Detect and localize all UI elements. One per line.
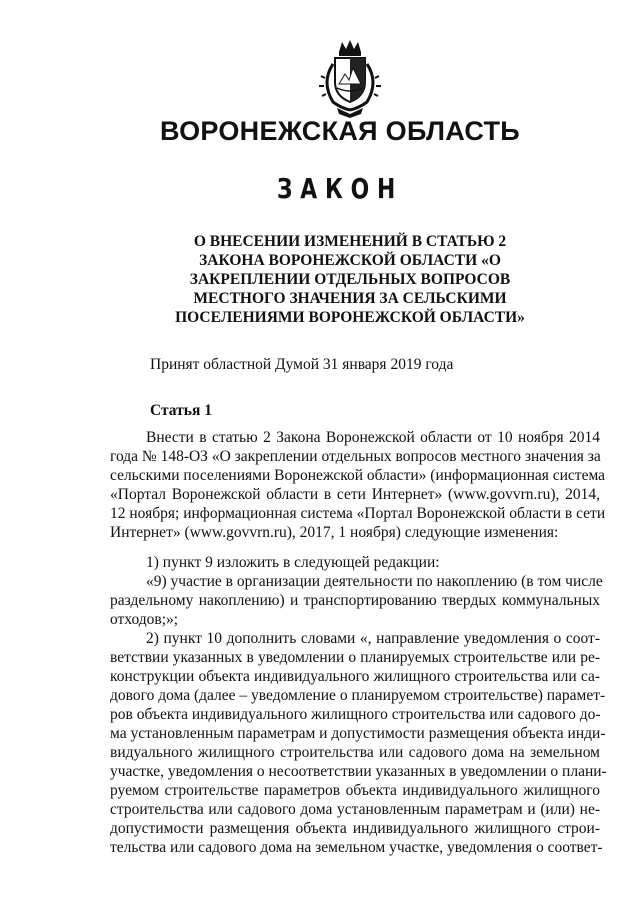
- text-line: Интернет» (www.govvrn.ru), 2017, 1 ноября) следующие изменения:: [110, 524, 559, 541]
- text-line: 2) пункт 10 дополнить словами «, направление уведомления о соот-: [146, 630, 600, 647]
- document-type-heading: ЗАКОН: [276, 172, 404, 205]
- article-heading: Статья 1: [150, 402, 212, 419]
- title-line: ЗАКРЕПЛЕНИИ ОТДЕЛЬНЫХ ВОПРОСОВ: [189, 271, 511, 288]
- region-heading: ВОРОНЕЖСКАЯ ОБЛАСТЬ: [159, 116, 521, 146]
- text-line: «Портал Воронежской области в сети Интернет» (www.govvrn.ru), 2014,: [110, 486, 600, 503]
- adoption-date: Принят областной Думой 31 января 2019 года: [150, 356, 454, 373]
- text-line: ветствии указанных в уведомлении о планируемых строительстве или ре-: [110, 649, 600, 666]
- title-line: ПОСЕЛЕНИЯМИ ВОРОНЕЖСКОЙ ОБЛАСТИ»: [175, 309, 525, 326]
- text-line: видуального жилищного строительства или садового дома на земельном: [110, 744, 600, 761]
- law-title: [0, 232, 640, 327]
- article-body: [110, 428, 607, 857]
- text-line: сельскими поселениями Воронежской области» (информационная система: [110, 467, 606, 484]
- text-line: ров объекта индивидуального жилищного строительства или садового до-: [110, 706, 601, 723]
- title-line: МЕСТНОГО ЗНАЧЕНИЯ ЗА СЕЛЬСКИМИ: [193, 290, 507, 307]
- title-line: О ВНЕСЕНИИ ИЗМЕНЕНИЙ В СТАТЬЮ 2: [193, 233, 507, 250]
- title-line: ЗАКОНА ВОРОНЕЖСКОЙ ОБЛАСТИ «О: [199, 252, 501, 269]
- coat-of-arms-emblem: [315, 38, 385, 118]
- text-line: раздельному накоплению) и транспортированию твердых коммунальных: [110, 592, 600, 609]
- text-line: «9) участие в организации деятельности по накоплению (в том числе: [146, 573, 603, 590]
- text-line: участке, уведомления о несоответствии указанных в уведомлении о плани-: [110, 763, 607, 780]
- text-line: конструкции объекта индивидуального жилищного строительства или са-: [110, 668, 600, 685]
- text-line: отходов;»;: [110, 611, 179, 628]
- text-line: допустимости размещения объекта индивидуального жилищного строи-: [110, 820, 600, 837]
- text-line: строительства или садового дома установленным параметрам и (или) не-: [110, 801, 600, 818]
- text-line: 12 ноября; информационная система «Портал Воронежской области в сети: [110, 505, 606, 522]
- text-line: дового дома (далее – уведомление о планируемом строительстве) парамет-: [110, 687, 606, 704]
- text-line: 1) пункт 9 изложить в следующей редакции:: [146, 554, 440, 571]
- text-line: руемом строительстве параметров объекта индивидуального жилищного: [110, 782, 600, 799]
- text-line: Внести в статью 2 Закона Воронежской области от 10 ноября 2014: [146, 429, 600, 446]
- text-line: тельства или садового дома на земельном участке, уведомления о соответ-: [110, 839, 603, 856]
- text-line: года № 148-ОЗ «О закреплении отдельных вопросов местного значения за: [110, 448, 601, 465]
- text-line: ма установленным параметрам и допустимости размещения объекта инди-: [110, 725, 606, 742]
